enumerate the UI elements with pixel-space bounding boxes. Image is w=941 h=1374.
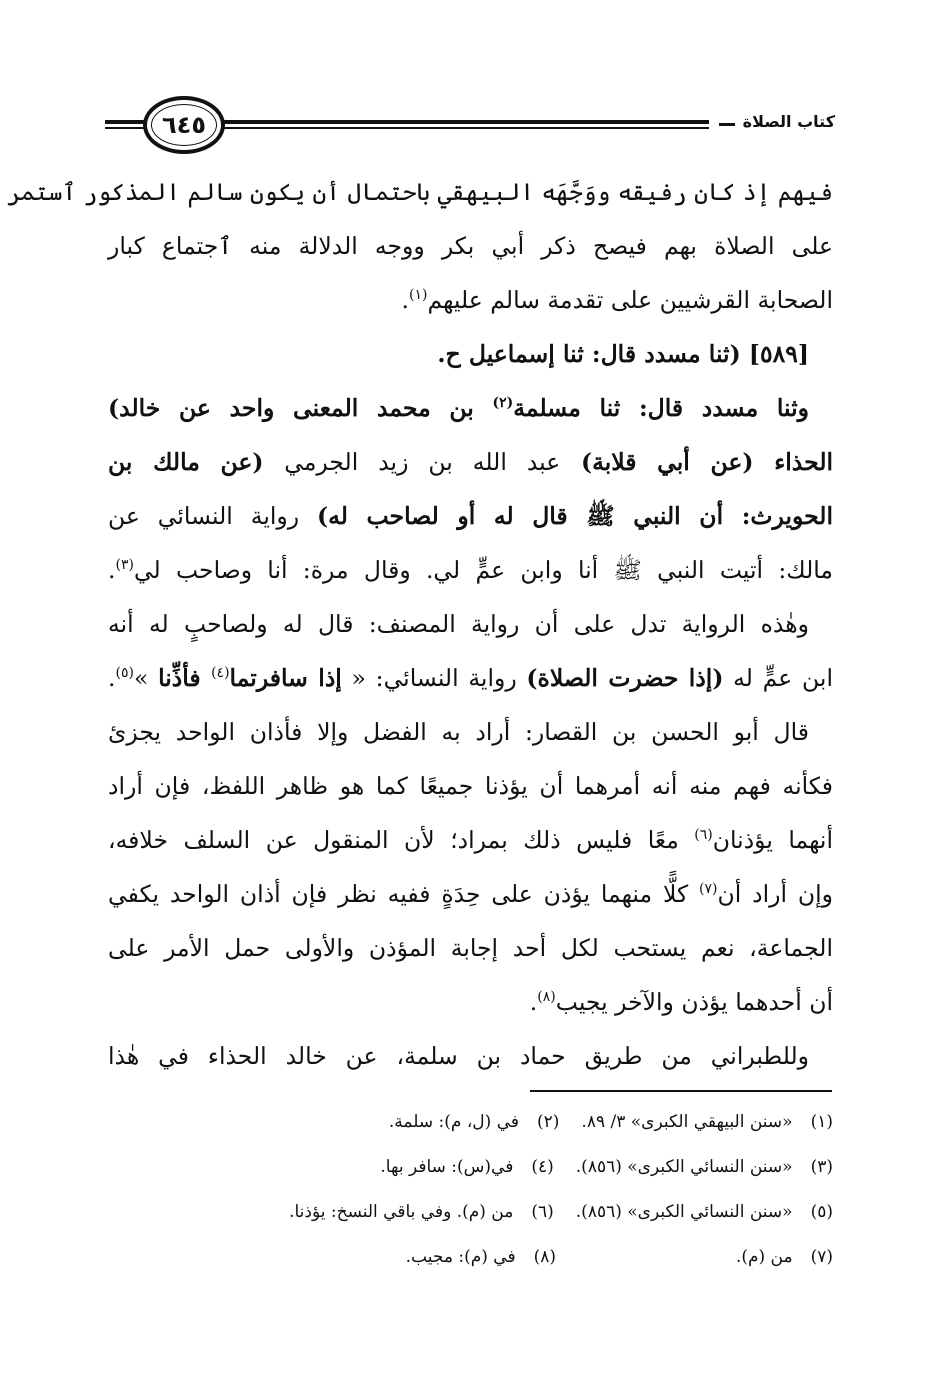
footnote-number: (٤) xyxy=(531,1157,554,1177)
text-line xyxy=(108,381,833,435)
text-line xyxy=(108,705,833,759)
footnote-number: (٦) xyxy=(531,1202,554,1222)
text-line xyxy=(108,597,833,651)
footnote xyxy=(380,1145,553,1190)
text-segment: . xyxy=(529,988,538,1016)
title-flourish xyxy=(719,123,735,126)
text-segment: (إذا حضرت الصلاة) xyxy=(526,664,724,692)
text-segment: الحذاء (عن أبي قلابة) xyxy=(560,448,834,476)
text-segment: فكأنه فهم منه أنه أمرهما أن يؤذنا جميعًا كما هو ظاهر اللفظ، فإن أراد xyxy=(108,772,833,800)
text-segment: إذا سافرتما xyxy=(229,664,342,692)
footnote-text: «سنن النسائي الكبرى» (٨٥٦). xyxy=(575,1202,793,1222)
footnote-text: في (ل، م): سلمة. xyxy=(388,1112,519,1132)
text-line xyxy=(108,813,833,867)
text-line xyxy=(108,219,833,273)
page-number-badge xyxy=(143,96,225,154)
text-line xyxy=(108,867,833,921)
text-segment: » xyxy=(133,664,159,692)
text-segment: على الصلاة بهم فيصح ذكر أبي بكر ووجه الدلالة منه ٱجتماع كبار xyxy=(108,232,833,260)
header-rule-left xyxy=(105,120,147,132)
page-header xyxy=(105,92,835,162)
text-line xyxy=(108,921,833,975)
text-segment: الجماعة، نعم يستحب لكل أحد إجابة المؤذن والأولى حمل الأمر على xyxy=(108,934,833,962)
footnote-text: «سنن النسائي الكبرى» (٨٥٦). xyxy=(575,1157,793,1177)
text-segment: أنهما يؤذنان xyxy=(712,826,833,854)
header-rule-right xyxy=(221,120,709,132)
text-segment: كلًّا منهما يؤذن على حِدَةٍ ففيه نظر فإن أذان الواحد يكفي xyxy=(108,880,700,908)
text-segment: قال أبو الحسن بن القصار: أراد به الفضل وإلا فأذان الواحد يجزئ xyxy=(108,718,809,746)
footnote-row xyxy=(150,1190,833,1235)
footnote xyxy=(578,1235,833,1280)
footnote-row xyxy=(150,1235,833,1280)
footnote-row xyxy=(150,1100,833,1145)
text-segment: رواية النسائي عن xyxy=(108,502,317,530)
text-line xyxy=(108,543,833,597)
footnote-ref[interactable]: (٥) xyxy=(115,665,134,682)
text-segment: بن محمد المعنى واحد عن خالد) xyxy=(108,394,493,422)
text-segment: رواية النسائي: « xyxy=(341,664,527,692)
text-segment: الصحابة القرشيين على تقدمة سالم عليهم xyxy=(427,286,833,314)
body-text xyxy=(7,165,834,1083)
text-line xyxy=(108,489,833,543)
footnote-text: في (م): مجيب. xyxy=(405,1247,516,1267)
text-segment: وثنا مسدد قال: ثنا مسلمة xyxy=(513,394,809,422)
footnote-number: (٨) xyxy=(533,1247,556,1267)
footnote-ref[interactable]: (٧) xyxy=(699,881,718,898)
footnote-text: في(س): سافر بها. xyxy=(380,1157,514,1177)
text-line xyxy=(108,651,833,705)
footnote xyxy=(576,1190,833,1235)
footnote-number: (٣) xyxy=(810,1157,833,1177)
footnote-number: (٥) xyxy=(810,1202,833,1222)
text-segment: مالك: أتيت النبي ﷺ أنا وابن عمٍّ لي. وقال مرة: أنا وصاحب لي xyxy=(133,556,833,584)
text-line xyxy=(108,435,833,489)
footnote-number: (٢) xyxy=(537,1112,560,1132)
text-segment: وهٰذه الرواية تدل على أن رواية المصنف: قال له ولصاحبٍ له أنه xyxy=(108,610,809,638)
footnote-ref[interactable]: (٣) xyxy=(115,557,134,574)
footnote-ref[interactable]: (٢) xyxy=(492,395,514,412)
hadith-heading xyxy=(108,327,833,381)
text-line xyxy=(108,975,833,1029)
footnote-row xyxy=(150,1145,833,1190)
text-segment: [٥٨٩] (ثنا مسدد قال: ثنا إسماعيل ح. xyxy=(437,340,809,368)
footnote-text: «سنن البيهقي الكبرى» ٣/ ٨٩. xyxy=(581,1112,793,1132)
footnote-separator xyxy=(530,1090,832,1092)
text-line xyxy=(108,273,833,327)
page-number: ٦٤٥ xyxy=(162,111,206,139)
footnote xyxy=(389,1100,560,1145)
footnote-ref[interactable]: (٦) xyxy=(694,827,713,844)
text-segment: . xyxy=(108,664,116,692)
text-segment: وإن أراد أن xyxy=(717,880,833,908)
footnote-ref[interactable]: (١) xyxy=(408,287,428,304)
text-segment: عبد الله بن زيد الجرمي xyxy=(284,448,561,476)
footnote xyxy=(406,1235,556,1280)
text-segment: الحويرث: أن النبي ﷺ قال له أو لصاحب له) xyxy=(316,502,833,530)
text-segment: . xyxy=(401,286,409,314)
text-segment: وللطبراني من طريق حماد بن سلمة، عن خالد الحذاء في هٰذا xyxy=(108,1042,809,1070)
footnote-ref[interactable]: (٤) xyxy=(211,665,230,682)
text-segment: (عن مالك بن xyxy=(108,448,285,476)
footnote xyxy=(581,1100,833,1145)
footnote-number: (٧) xyxy=(810,1247,833,1267)
footnote xyxy=(289,1190,554,1235)
footnote xyxy=(576,1145,833,1190)
text-segment: . xyxy=(108,556,116,584)
text-segment: معًا فليس ذلك بمراد؛ لأن المنقول عن السلف خلافه، xyxy=(108,826,695,854)
text-segment: فأذِّنا xyxy=(158,664,212,692)
footnotes xyxy=(150,1100,833,1280)
text-segment: ابن عمٍّ له xyxy=(723,664,833,692)
footnote-text: من (م). وفي باقي النسخ: يؤذنا. xyxy=(289,1202,514,1222)
text-line xyxy=(7,165,833,219)
book-title: كتاب الصلاة xyxy=(739,112,835,131)
text-line xyxy=(108,759,833,813)
footnote-number: (١) xyxy=(810,1112,833,1132)
footnote-ref[interactable]: (٨) xyxy=(537,989,556,1006)
footnote-text: من (م). xyxy=(735,1247,793,1267)
text-segment: فيهم إذ كان رفيقه ووَجَّهَه البيهقي باحتمال أن يكون سالم المذكور ٱستمر xyxy=(7,178,833,206)
text-line xyxy=(108,1029,833,1083)
text-segment: أن أحدهما يؤذن والآخر يجيب xyxy=(555,988,833,1016)
